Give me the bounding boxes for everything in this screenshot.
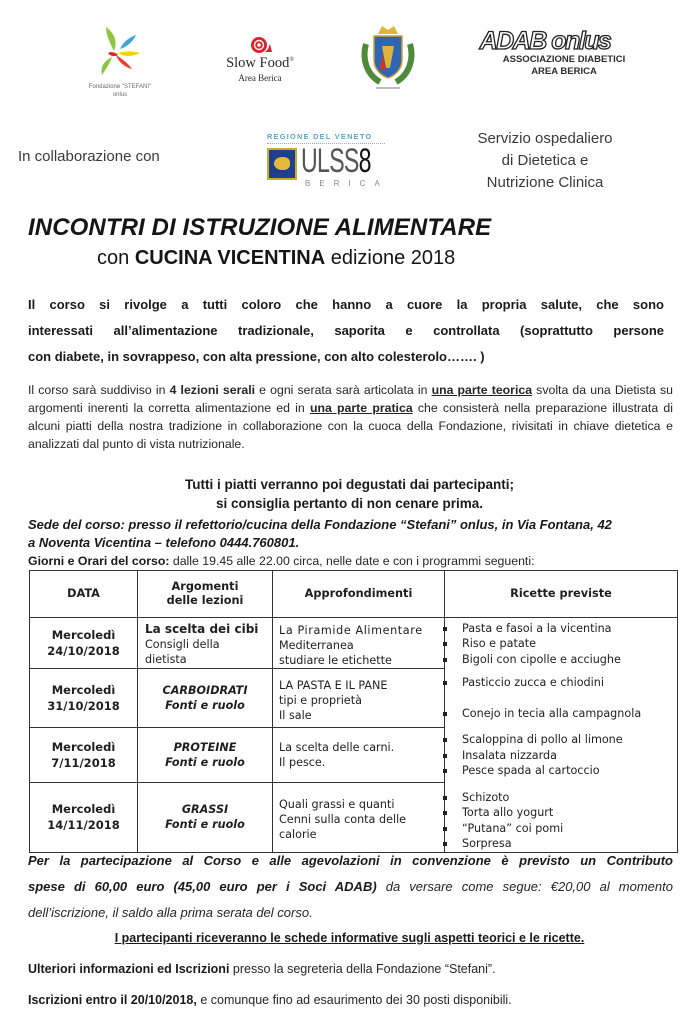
recipe-item: Scaloppina di pollo al limone: [445, 732, 677, 748]
collaboration-label: In collaborazione con: [18, 148, 160, 165]
lesson-details: [273, 618, 445, 669]
lesson-date: [30, 783, 138, 853]
venue-line: a Noventa Vicentina – telefono 0444.760801.: [28, 535, 300, 550]
pinwheel-icon: [92, 25, 148, 83]
header-date: DATA: [30, 571, 138, 618]
detail-line: La scelta delle carni.: [279, 741, 395, 754]
ulss-region: REGIONE DEL VENETO: [267, 132, 373, 141]
lesson-recipes: [445, 728, 678, 783]
subtitle-edition: edizione 2018: [325, 247, 456, 269]
table-row: [30, 783, 678, 853]
service-line: di Dietetica e: [501, 152, 589, 169]
recipe-item: Riso e patate: [445, 636, 677, 652]
recipe-item: “Putana” coi pomi: [445, 821, 677, 837]
detail-line: LA PASTA E IL PANE: [279, 678, 388, 692]
lesson-date-value: 14/11/2018: [47, 818, 120, 833]
schedule-label: Giorni e Orari del corso:: [28, 554, 170, 568]
fee-payment: da versare come segue: €20,00 al momento: [376, 879, 673, 894]
recipe-item: Torta allo yogurt: [445, 805, 677, 821]
deadline-text: e comunque fino ad esaurimento dei 30 posti disponibili.: [196, 993, 512, 1007]
schedule-info: [28, 554, 688, 568]
lesson-date: [30, 669, 138, 728]
topic-sub: dietista: [145, 653, 187, 666]
fee-info: [28, 848, 673, 926]
tasting-line: si consiglia pertanto di non cenare prima.: [215, 496, 484, 511]
service-name: [450, 128, 640, 194]
coat-of-arms-icon: [360, 24, 416, 92]
fee-balance: dell’iscrizione, il saldo alla prima serata del corso.: [28, 905, 313, 920]
deadline-label: Iscrizioni entro il 20/10/2018,: [28, 993, 197, 1007]
lesson-topic: [138, 618, 273, 669]
lesson-details: [273, 728, 445, 783]
lesson-details: [273, 783, 445, 853]
desc-text: e ogni serata sarà articolata in: [255, 383, 432, 397]
detail-line: tipi e proprietà: [279, 693, 362, 707]
subtitle-prefix: con: [97, 247, 135, 269]
desc-practice: una parte pratica: [309, 401, 413, 415]
table-row: [30, 618, 678, 669]
adab-onlus-logo: [470, 28, 640, 78]
adab-name: ADAB onlus: [479, 27, 611, 55]
header-details: Approfondimenti: [273, 571, 445, 618]
lesson-topic: [138, 783, 273, 853]
header-topic-line: delle lezioni: [166, 594, 244, 607]
fee-line-bold: Per la partecipazione al Corso e alle agevolazioni in convenzione è previsto un Contributo: [28, 853, 673, 868]
slow-food-name: Slow Food: [226, 55, 290, 71]
adab-line1: ASSOCIAZIONE DIABETICI: [502, 54, 626, 65]
lesson-day: Mercoledì: [51, 802, 116, 817]
topic-title: PROTEINE: [173, 741, 237, 754]
fondazione-stefani-logo: [80, 25, 160, 105]
topic-sub: Fonti e ruolo: [165, 818, 245, 832]
topic-sub: Fonti e ruolo: [165, 756, 245, 769]
ulss-sub: BERICA: [305, 179, 389, 188]
stefani-caption-onlus: onlus: [112, 92, 128, 98]
recipe-item: Sorpresa: [445, 836, 677, 852]
lesson-day: Mercoledì: [51, 628, 116, 642]
detail-line: Mediterranea: [279, 638, 354, 652]
venue-info: [28, 516, 673, 552]
table-row: [30, 669, 678, 728]
lesson-topic: [138, 728, 273, 783]
more-info: [28, 962, 496, 976]
lion-shield-icon: [267, 148, 297, 180]
lesson-recipes: [445, 783, 678, 853]
municipal-crest-logo: [360, 24, 416, 92]
recipe-item: Insalata nizzarda: [445, 748, 677, 764]
detail-line: Il pesce.: [279, 756, 326, 769]
recipe-item: Bigoli con cipolle e acciughe: [445, 652, 677, 668]
lesson-date-value: 24/10/2018: [47, 644, 120, 658]
intro-line: Il corso si rivolge a tutti coloro che hanno a cuore la propria salute, che sono: [28, 297, 664, 312]
topic-title: CARBOIDRATI: [162, 684, 248, 697]
header-topic: [138, 571, 273, 618]
desc-text: che consisterà nella preparazione illustrata di alcuni piatti della nostra tradizione in collaborazione con la cuoca della Fondazione, rivisitati in chiave dietetica e analizzati dal punto di vista nutrizionale.: [28, 401, 673, 451]
snail-icon: [250, 35, 272, 55]
page-subtitle: [97, 247, 455, 270]
desc-text: Il corso sarà suddiviso in: [28, 383, 170, 397]
course-description: [28, 381, 673, 453]
registered-mark: ®: [289, 57, 294, 64]
desc-lessons: 4 lezioni serali: [169, 383, 256, 397]
header-topic-line: Argomenti: [171, 580, 239, 593]
desc-text: svolta da una Dietista su argomenti inerenti la corretta alimentazione ed in: [28, 383, 673, 415]
recipe-item: Pasticcio zucca e chiodini: [445, 675, 677, 691]
topic-sub: Fonti e ruolo: [165, 699, 245, 712]
handouts-note: I partecipanti riceveranno le schede informative sugli aspetti teorici e le ricette.: [114, 931, 585, 945]
slow-food-logo: [205, 35, 315, 95]
lesson-recipes: [445, 618, 678, 669]
intro-paragraph: [28, 292, 664, 370]
topic-sub: Consigli della: [145, 638, 220, 651]
lesson-date: [30, 618, 138, 669]
recipe-item: Pesce spada al cartoccio: [445, 763, 677, 779]
ulss8-berica-logo: [263, 132, 388, 197]
program-table: [29, 570, 678, 853]
recipe-item: Conejo in tecia alla campagnola: [445, 706, 677, 722]
adab-line2: AREA BERICA: [531, 66, 597, 77]
ulss-number: 8: [358, 142, 371, 180]
venue-line: Sede del corso: presso il refettorio/cucina della Fondazione “Stefani” onlus, in Via Fontana, 42: [28, 517, 612, 532]
detail-line: Quali grassi e quanti: [279, 797, 395, 811]
more-info-text: presso la segreteria della Fondazione “Stefani”.: [229, 962, 496, 976]
detail-line: calorie: [279, 827, 317, 841]
intro-line: con diabete, in sovrappeso, con alta pressione, con alto colesterolo……. ): [28, 349, 485, 364]
topic-title: GRASSI: [181, 803, 229, 817]
lesson-details: [273, 669, 445, 728]
lesson-date-value: 31/10/2018: [47, 699, 120, 713]
registration-deadline: [28, 993, 512, 1007]
lesson-day: Mercoledì: [51, 683, 116, 697]
stefani-caption: Fondazione "STEFANI": [88, 84, 152, 90]
table-row: [30, 728, 678, 783]
detail-line: Il sale: [279, 708, 312, 722]
more-info-label: Ulteriori informazioni ed Iscrizioni: [28, 962, 230, 976]
subtitle-bold: CUCINA VICENTINA: [134, 247, 326, 269]
service-line: Nutrizione Clinica: [486, 174, 604, 191]
page-title: INCONTRI DI ISTRUZIONE ALIMENTARE: [28, 214, 492, 241]
lesson-recipes: [445, 669, 678, 728]
topic-title: La scelta dei cibi: [145, 622, 259, 636]
detail-line: La Piramide Alimentare: [279, 623, 423, 637]
tasting-note: [0, 475, 699, 513]
slow-food-area: Area Berica: [238, 73, 282, 83]
fee-amount: spese di 60,00 euro (45,00 euro per i Soci ADAB): [28, 879, 377, 894]
table-header-row: [30, 571, 678, 618]
tasting-line: Tutti i piatti verranno poi degustati dai partecipanti;: [184, 477, 515, 492]
lesson-date: [30, 728, 138, 783]
recipe-item: Schizoto: [445, 790, 677, 806]
ulss-name: ULSS: [301, 142, 359, 180]
header-recipes: Ricette previste: [445, 571, 678, 618]
recipe-item: Pasta e fasoi a la vicentina: [445, 621, 677, 637]
desc-theory: una parte teorica: [431, 383, 533, 397]
lesson-day: Mercoledì: [51, 740, 116, 754]
lesson-date-value: 7/11/2018: [51, 756, 116, 770]
detail-line: studiare le etichette: [279, 653, 392, 667]
intro-line: interessati all’alimentazione tradizionale, saporita e controllata (soprattutto persone: [28, 323, 664, 338]
service-line: Servizio ospedaliero: [477, 130, 613, 147]
lesson-topic: [138, 669, 273, 728]
schedule-text: dalle 19.45 alle 22.00 circa, nelle date e con i programmi seguenti:: [169, 554, 535, 568]
detail-line: Cenni sulla conta delle: [279, 812, 407, 826]
